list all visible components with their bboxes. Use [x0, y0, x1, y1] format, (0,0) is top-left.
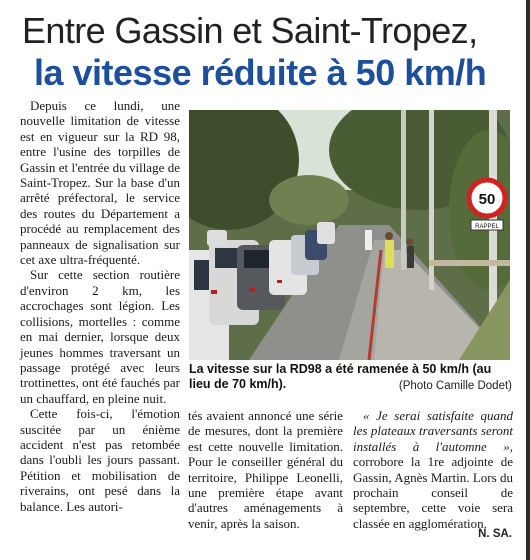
- article-column-3: [353, 408, 513, 531]
- paragraph: [353, 408, 513, 531]
- sign-plate-text: RAPPEL: [475, 224, 499, 230]
- road-photo: [189, 110, 510, 360]
- paragraph: Sur cette section routière d'environ 2 km, les accrochages sont légion. Les collisions, mortelles : comme en mai dernier, lorsque deux jeunes hommes traversant un passage protégé avec leurs trottinettes, ont été fauchés par un chauffard, en pleine nuit.: [20, 267, 180, 406]
- paragraph: tés avaient annoncé une série de mesures, dont la première est cette nouvelle limitation. Pour le conseiller général du territoire, Philippe Leonelli, une première étape avant d'autres aménagements à venir, après la saison.: [188, 408, 343, 531]
- speed-sign-text: 50: [478, 191, 496, 208]
- paragraph: Depuis ce lundi, une nouvelle limitation de vitesse est en vigueur sur la RD 98, entre l'usine des torpilles de Gassin et l'entrée du village de Saint-Tropez. Sur la base d'un arrêté préfectoral, le service des routes du Département a procédé au remplacement des panneaux de signalisation sur cet axe ultra-fréquenté.: [20, 98, 180, 268]
- headline-line-1: Entre Gassin et Saint-Tropez,: [22, 10, 478, 51]
- page-edge: [526, 0, 530, 560]
- headline-line-2: la vitesse réduite à 50 km/h: [34, 52, 487, 93]
- photo-credit: (Photo Camille Dodet): [398, 380, 512, 392]
- quote: « Je serai satisfaite quand les plateaux traversants seront installés à l'automne »,: [353, 408, 513, 454]
- photo-caption: La vitesse sur la RD98 a été ramenée à 50 km/h (au lieu de 70 km/h).: [189, 362, 492, 391]
- article-column-2: [188, 408, 343, 531]
- author-signature: N. SA.: [478, 528, 512, 540]
- article-column-1: [20, 98, 180, 514]
- paragraph: Cette fois-ci, l'émotion suscitée par un énième accident n'est pas retombée dans l'oubli les jours passant. Pétition et mobilisation de riverains, ont pesé dans la balance. Les autori-: [20, 406, 180, 514]
- quote-attribution: corrobore la 1re adjointe de Gassin, Agnès Martin. Lors du prochain conseil de septembre, cette voie sera classée en agglomération.: [353, 454, 513, 531]
